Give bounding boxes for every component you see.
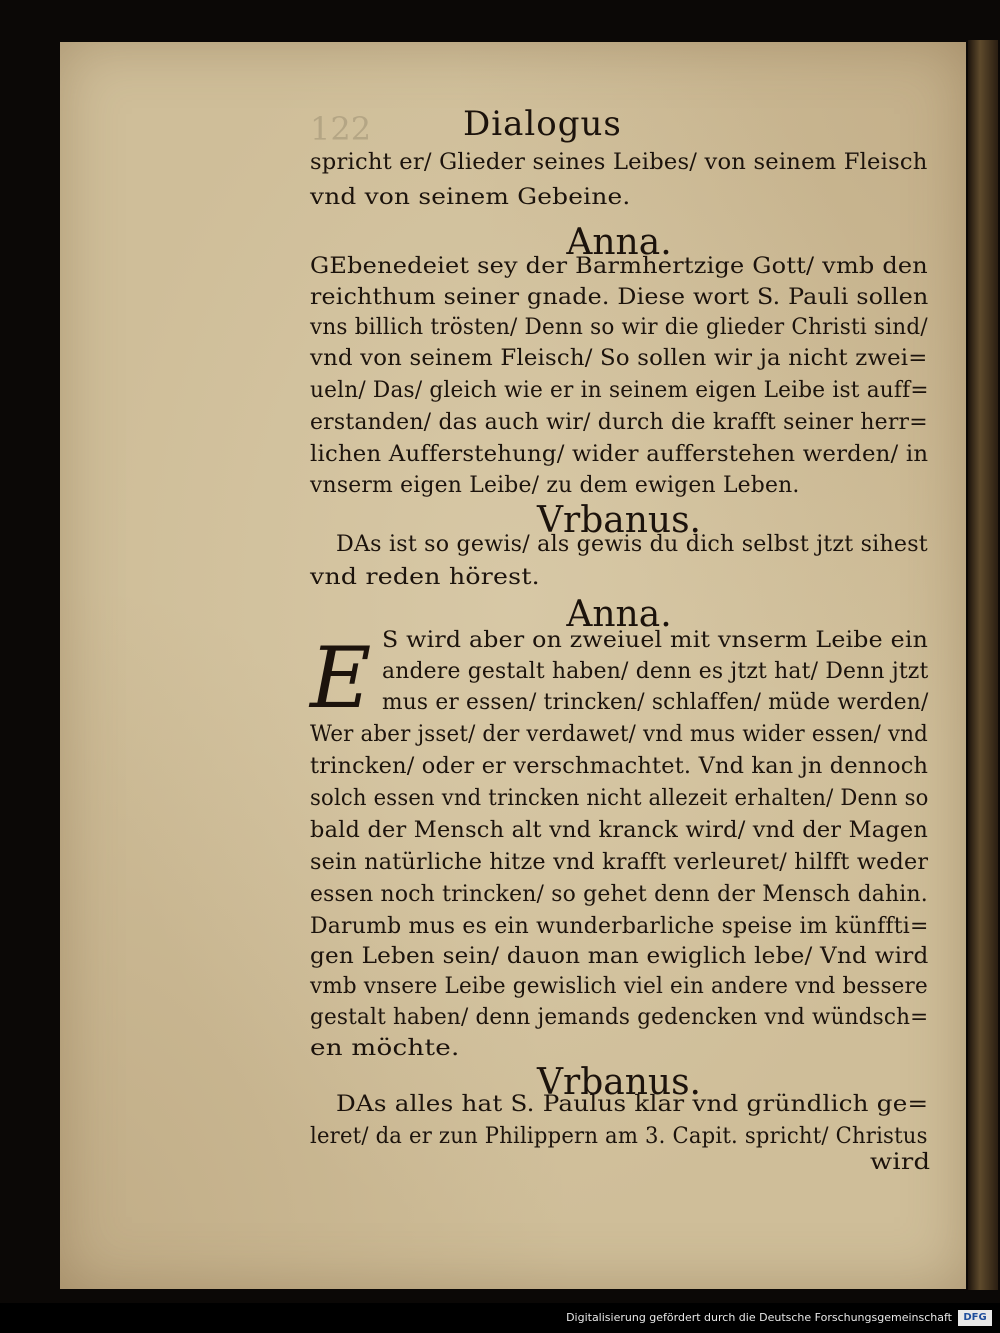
text-line: sein natürliche hitze vnd krafft verleuret/ hilfft weder: [310, 850, 929, 875]
speaker-heading: Anna.: [566, 222, 672, 263]
text-line: mus er essen/ trincken/ schlaffen/ müde werden/: [382, 690, 929, 715]
text-line: Darumb mus es ein wunderbarliche speise im künffti=: [310, 914, 929, 939]
dfg-logo: DFG: [958, 1310, 992, 1326]
text-line: gen Leben sein/ dauon man ewiglich lebe/ Vnd wird: [310, 944, 929, 969]
text-line: S wird aber on zweiuel mit vnserm Leibe ein: [382, 628, 929, 653]
book-edge: [968, 40, 998, 1290]
text-line: spricht er/ Glieder seines Leibes/ von seinem Fleisch: [310, 150, 928, 175]
text-line: vmb vnsere Leibe gewislich viel ein andere vnd bessere: [310, 974, 928, 999]
text-line: andere gestalt haben/ denn es jtzt hat/ Denn jtzt: [382, 659, 929, 684]
speaker-heading: Vrbanus.: [536, 1062, 701, 1103]
text-line: solch essen vnd trincken nicht allezeit erhalten/ Denn so: [310, 786, 929, 811]
text-line: DAs ist so gewis/ als gewis du dich selbst jtzt sihest: [336, 532, 928, 557]
text-line: vns billich trösten/ Denn so wir die glieder Christi sind/: [310, 315, 928, 340]
text-line: GEbenedeiet sey der Barmhertzige Gott/ vmb den: [310, 254, 928, 279]
speaker-heading: Anna.: [566, 594, 672, 635]
page-number: 122: [310, 110, 372, 148]
text-line: reichthum seiner gnade. Diese wort S. Pauli sollen: [310, 285, 929, 310]
text-line: DAs alles hat S. Paulus klar vnd gründlich ge=: [336, 1092, 929, 1117]
footer-credit: Digitalisierung gefördert durch die Deutsche Forschungsgemeinschaft: [566, 1311, 952, 1324]
speaker-heading: Vrbanus.: [536, 500, 701, 541]
text-line: essen noch trincken/ so gehet denn der Mensch dahin.: [310, 882, 928, 907]
text-line: vnd von seinem Fleisch/ So sollen wir ja nicht zwei=: [310, 346, 928, 371]
text-line: vnserm eigen Leibe/ zu dem ewigen Leben.: [310, 473, 800, 498]
decorated-initial: E: [310, 629, 372, 727]
text-line: erstanden/ das auch wir/ durch die krafft seiner herr=: [310, 410, 928, 435]
text-line: leret/ da er zun Philippern am 3. Capit. spricht/ Christus: [310, 1124, 928, 1149]
text-line: gestalt haben/ denn jemands gedencken vnd wündsch=: [310, 1005, 929, 1030]
text-line: trincken/ oder er verschmachtet. Vnd kan jn dennoch: [310, 754, 929, 779]
text-line: vnd reden hörest.: [310, 565, 540, 590]
running-head: Dialogus: [463, 104, 622, 144]
text-line: Wer aber jsset/ der verdawet/ vnd mus wider essen/ vnd: [310, 722, 928, 747]
text-line: lichen Aufferstehung/ wider aufferstehen werden/ in: [310, 442, 929, 467]
text-line: vnd von seinem Gebeine.: [310, 185, 631, 210]
catchword: wird: [870, 1150, 931, 1175]
text-line: en möchte.: [310, 1036, 460, 1061]
text-line: bald der Mensch alt vnd kranck wird/ vnd der Magen: [310, 818, 929, 843]
text-line: ueln/ Das/ gleich wie er in seinem eigen Leibe ist auff=: [310, 378, 929, 403]
